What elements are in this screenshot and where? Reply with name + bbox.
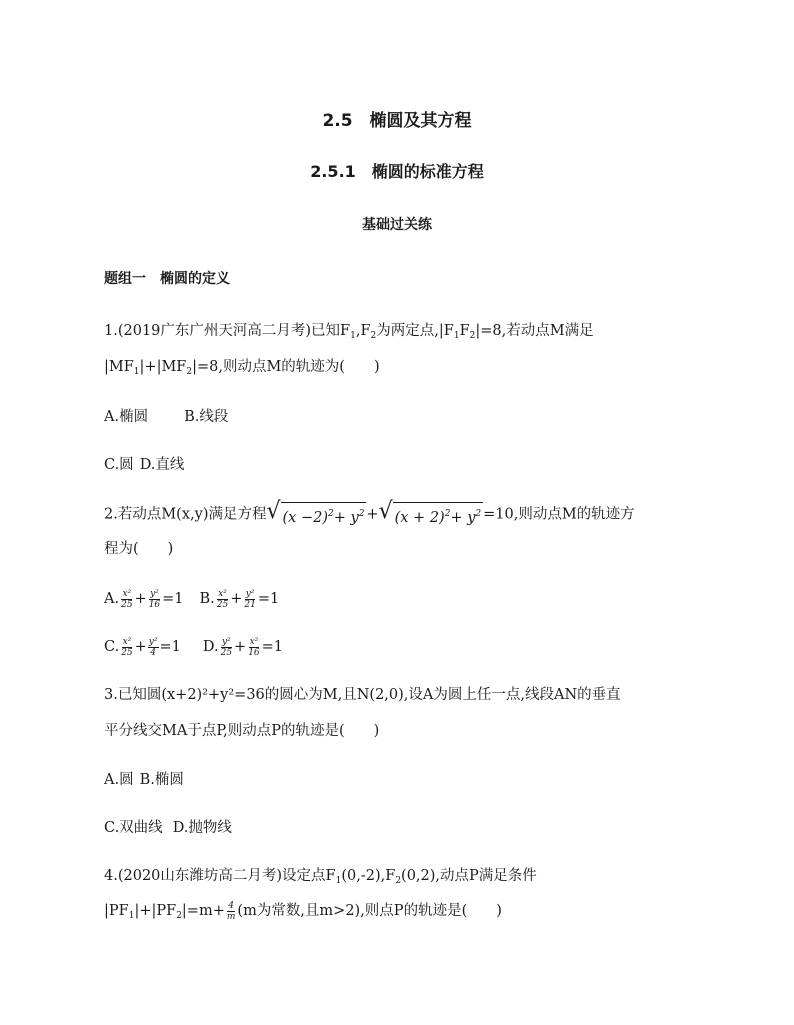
question-2-line-1: 2.若动点M(x,y)满足方程 √ $(x -2)^2+ y^2$ + √ $(x + 2)^2+ y^2$ =10,则动点M的轨迹方 bbox=[104, 500, 635, 529]
option-a: A. $\frac{\text{x²}}{25}$ + $\frac{\text{y²}}{16}$ =1 bbox=[104, 588, 184, 610]
option-d: D.直线 bbox=[139, 457, 185, 473]
sqrt-term-2: √ $(x + 2)^2+ y^2$ bbox=[379, 500, 484, 529]
question-1-line-1: 1.(2019广东广州天河高二月考)已知$F_1,F_2$为两定点$,|F_1F_2|=8$,若动点M满足 bbox=[104, 323, 594, 341]
option-b: B. $\frac{\text{x²}}{25}$ + $\frac{\text{y²}}{21}$ =1 bbox=[199, 588, 280, 610]
question-3-options-cd bbox=[104, 818, 232, 838]
option-a: A.椭圆 bbox=[104, 409, 149, 425]
question-2-options-ab bbox=[104, 588, 279, 610]
option-b: B.线段 bbox=[184, 409, 229, 425]
practice-heading: 基础过关练 bbox=[362, 217, 432, 233]
option-a: A.圆 bbox=[104, 772, 134, 788]
option-c: C.圆 bbox=[104, 457, 134, 473]
option-d: D. $\frac{\text{y²}}{25}$ + $\frac{\text{x²}}{16}$ =1 bbox=[202, 636, 284, 658]
option-c: C. $\frac{\text{x²}}{25}$ + $\frac{\text{y²}}{4}$ =1 bbox=[104, 636, 181, 658]
question-2-options-cd bbox=[104, 636, 283, 658]
question-4-line-2: $|PF_1|+|PF_2|=m+$ $\frac{4}{m}$ (m为常数,且m>2),则点P的轨迹是( ) bbox=[104, 900, 502, 922]
question-1-options-cd bbox=[104, 455, 184, 475]
sqrt-term-1: √ $(x -2)^2+ y^2$ bbox=[266, 500, 366, 529]
option-d: D.抛物线 bbox=[172, 820, 232, 836]
question-2-line-2: 程为( ) bbox=[104, 541, 174, 557]
question-1-options-ab bbox=[104, 407, 228, 427]
option-c: C.双曲线 bbox=[104, 820, 163, 836]
option-b: B.椭圆 bbox=[139, 772, 184, 788]
question-4-line-1: 4.(2020山东潍坊高二月考)设定点$F_1(0,-2),F_2(0,2)$,动点P满足条件 bbox=[104, 868, 537, 886]
question-3-line-1: 3.已知圆(x+2)²+y²=36的圆心为M,且N(2,0),设A为圆上任一点,线段AN的垂直 bbox=[104, 687, 621, 703]
question-3-options-ab bbox=[104, 770, 184, 790]
group-heading: 题组一 椭圆的定义 bbox=[104, 271, 230, 287]
section-title: 2.5 椭圆及其方程 bbox=[322, 111, 472, 131]
question-3-line-2: 平分线交MA于点P,则动点P的轨迹是( ) bbox=[104, 723, 380, 739]
question-1-line-2: $|MF_1|+|MF_2|=8$,则动点M的轨迹为( ) bbox=[104, 359, 380, 377]
subsection-title: 2.5.1 椭圆的标准方程 bbox=[310, 162, 484, 181]
